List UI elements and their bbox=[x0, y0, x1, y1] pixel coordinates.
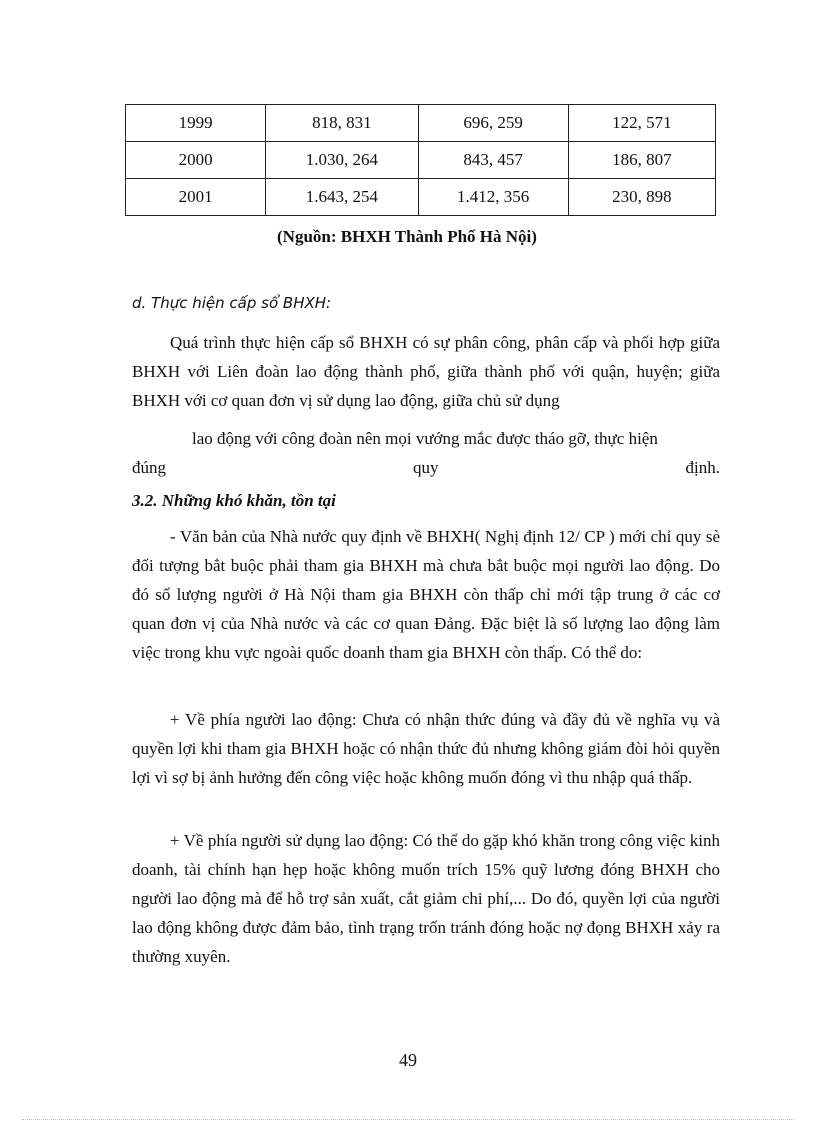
table-row bbox=[126, 142, 716, 179]
table-cell: 818, 831 bbox=[266, 105, 418, 142]
section-d-paragraph: Quá trình thực hiện cấp sổ BHXH có sự phân công, phân cấp và phối hợp giữa BHXH với Liên đoàn lao động thành phố, giữa thành phố với quận, huyện; giữa BHXH với cơ quan đơn vị sử dụng lao động, giữa chủ sử dụng bbox=[132, 333, 720, 410]
paragraph-line: lao động với công đoàn nên mọi vướng mắc được tháo gỡ, thực hiện bbox=[192, 429, 658, 448]
table-row bbox=[126, 179, 716, 216]
page-bottom-divider bbox=[22, 1119, 794, 1120]
paragraph-line-justified bbox=[132, 453, 720, 482]
word: quy bbox=[413, 458, 439, 477]
table-cell-year: 2000 bbox=[126, 142, 266, 179]
table-cell: 1.412, 356 bbox=[418, 179, 568, 216]
table-cell: 186, 807 bbox=[568, 142, 715, 179]
section-d-heading: d. Thực hiện cấp sổ BHXH: bbox=[132, 294, 332, 312]
section-3-2-paragraph: - Văn bản của Nhà nước quy định về BHXH( Nghị định 12/ CP ) mới chỉ quy sè đối tượng bắt buộc phải tham gia BHXH mà chưa bắt buộc mọi người lao động. Do đó số lượng người ở Hà Nội tham gia BHXH còn thấp chỉ mới tập trung ở các cơ quan đơn vị của Nhà nước và các cơ quan Đảng. Đặc biệt là số lượng lao động làm việc trong khu vực ngoài quốc doanh tham gia BHXH còn thấp. Có thể do: bbox=[132, 527, 720, 662]
table-source-caption: (Nguồn: BHXH Thành Phố Hà Nội) bbox=[277, 227, 537, 246]
statistics-table bbox=[125, 104, 716, 216]
table-cell: 1.643, 254 bbox=[266, 179, 418, 216]
word: đúng bbox=[132, 458, 166, 477]
table-row bbox=[126, 105, 716, 142]
table-cell-year: 1999 bbox=[126, 105, 266, 142]
section-3-2-paragraph: + Về phía người sử dụng lao động: Có thể do gặp khó khăn trong công việc kinh doanh, tài chính hạn hẹp hoặc không muốn trích 15% quỹ lương đóng BHXH cho người lao động mà để hỗ trợ sản xuất, cắt giảm chi phí,... Do đó, quyền lợi của người lao động không được đảm bảo, tình trạng trốn tránh đóng hoặc nợ đọng BHXH xảy ra thường xuyên. bbox=[132, 831, 720, 966]
section-3-2-paragraph: + Về phía người lao động: Chưa có nhận thức đúng và đầy đủ về nghĩa vụ và quyền lợi khi tham gia BHXH hoặc có nhận thức đủ nhưng không giám đòi hỏi quyền lợi vì sợ bị ảnh hưởng đến công việc hoặc không muốn đóng vì thu nhập quá thấp. bbox=[132, 710, 720, 787]
page-number: 49 bbox=[399, 1050, 417, 1070]
table-cell: 1.030, 264 bbox=[266, 142, 418, 179]
word: định. bbox=[685, 458, 720, 477]
table-cell: 230, 898 bbox=[568, 179, 715, 216]
section-3-2-heading: 3.2. Những khó khăn, tồn tại bbox=[132, 491, 336, 510]
table-cell: 122, 571 bbox=[568, 105, 715, 142]
table-cell-year: 2001 bbox=[126, 179, 266, 216]
section-d-paragraph-continued bbox=[132, 424, 720, 482]
table-cell: 843, 457 bbox=[418, 142, 568, 179]
table-cell: 696, 259 bbox=[418, 105, 568, 142]
